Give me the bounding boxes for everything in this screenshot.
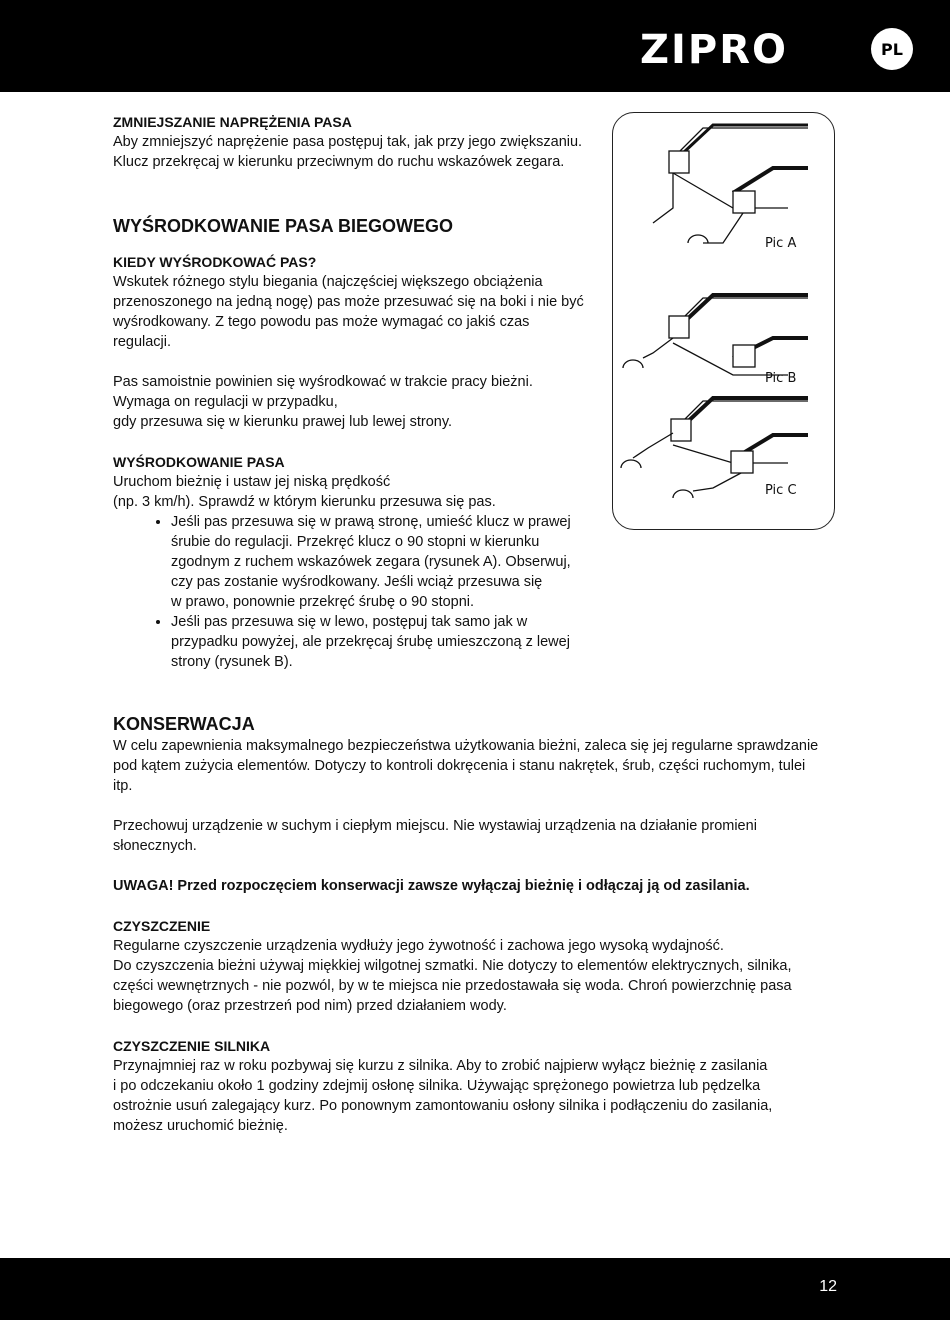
text-line: Przynajmniej raz w roku pozbywaj się kurzu z silnika. Aby to zrobić najpierw wyłącz bieżnię z zasilania [113,1058,768,1074]
text-line: i po odczekaniu około 1 godziny zdejmij osłonę silnika. Używając sprężonego powietrza lub pędzelka [113,1078,761,1094]
text-line: itp. [113,778,133,794]
text-line: zgodnym z ruchem wskazówek zegara (rysunek A). Obserwuj, [171,554,571,570]
subsection-title-centering: WYŚRODKOWANIE PASA [113,454,285,470]
text-line: możesz uruchomić bieżnię. [113,1118,288,1134]
subsection-title-motor-cleaning: CZYSZCZENIE SILNIKA [113,1038,271,1054]
section-title-belt-centering: WYŚRODKOWANIE PASA BIEGOWEGO [113,216,454,236]
text-line: Klucz przekręcaj w kierunku przeciwnym do ruchu wskazówek zegara. [113,154,565,170]
text-line: strony (rysunek B). [171,654,293,670]
text-line: Wymaga on regulacji w przypadku, [113,394,338,410]
text-line: Jeśli pas przesuwa się w prawą stronę, umieść klucz w prawej [171,514,571,530]
subsection-title-when: KIEDY WYŚRODKOWAĆ PAS? [113,254,317,270]
page-footer [0,1258,950,1320]
list-item [171,512,593,612]
text-line: słonecznych. [113,838,197,854]
text-line: biegowego (oraz przestrzeń pod nim) przed działaniem wody. [113,998,507,1014]
page-number: 12 [819,1278,837,1295]
section-title-maintenance: KONSERWACJA [113,714,255,734]
text-line: gdy przesuwa się w kierunku prawej lub lewej strony. [113,414,453,430]
text-line: Uruchom bieżnię i ustaw jej niską prędkość [113,474,391,490]
text-line: wyśrodkowany. Z tego powodu pas może wymagać co jakiś czas [113,314,530,330]
subsection-title-cleaning: CZYSZCZENIE [113,918,211,934]
text-line: w prawo, ponownie przekręć śrubę o 90 stopni. [171,594,475,610]
text-line: śrubie do regulacji. Przekręć klucz o 90 stopni w kierunku [171,534,540,550]
text-line: Aby zmniejszyć naprężenie pasa postępuj tak, jak przy jego zwiększaniu. [113,134,583,150]
text-line: przenoszonego na jedną nogę) pas może przesuwać się na boki i nie być [113,294,584,310]
text-line: W celu zapewnienia maksymalnego bezpieczeństwa użytkowania bieżni, zaleca się jej regularne sprawdzanie [113,738,819,754]
list-item [171,612,593,672]
maintenance-warning: UWAGA! Przed rozpoczęciem konserwacji zawsze wyłączaj bieżnię i odłączaj ją od zasilania. [113,878,750,894]
text-line: regulacji. [113,334,172,350]
text-line: części wewnętrznych - nie pozwól, by w te miejsca nie przedostawała się woda. Chroń powierzchnię pasa [113,978,792,994]
text-line: Do czyszczenia bieżni używaj miękkiej wilgotnej szmatki. Nie dotyczy to elementów elektrycznych, silnika, [113,958,792,974]
text-line: Regularne czyszczenie urządzenia wydłuży jego żywotność i zachowa jego wysoką wydajność. [113,938,724,954]
page-header [0,0,950,92]
text-line: pod kątem zużycia elementów. Dotyczy to kontroli dokręcenia i stanu nakrętek, śrub, części ruchomym, tulei [113,758,806,774]
page-content [113,112,837,1136]
pic-b-label: Pic B [765,371,797,386]
text-line: (np. 3 km/h). Sprawdź w którym kierunku przesuwa się pas. [113,494,496,510]
text-line: czy pas zostanie wyśrodkowany. Jeśli wciąż przesuwa się [171,574,543,590]
zipro-logo: ZIPRO [640,27,789,73]
pic-c-label: Pic C [765,483,797,498]
text-line: przypadku powyżej, ale przekręcaj śrubę umieszczoną z lewej [171,634,570,650]
text-line: Jeśli pas przesuwa się w lewo, postępuj tak samo jak w [171,614,528,630]
section-title-reduce-tension: ZMNIEJSZANIE NAPRĘŻENIA PASA [113,114,352,130]
language-badge: PL [871,28,913,70]
pic-a-label: Pic A [765,236,797,251]
text-line: ostrożnie usuń zalegający kurz. Po ponownym zamontowaniu osłony silnika i podłączeniu do zasilania, [113,1098,773,1114]
text-line: Wskutek różnego stylu biegania (najczęściej większego obciążenia [113,274,543,290]
text-line: Pas samoistnie powinien się wyśrodkować w trakcie pracy bieżni. [113,374,533,390]
text-line: Przechowuj urządzenie w suchym i ciepłym miejscu. Nie wystawiaj urządzenia na działanie promieni [113,818,757,834]
centering-steps-list [113,512,593,672]
